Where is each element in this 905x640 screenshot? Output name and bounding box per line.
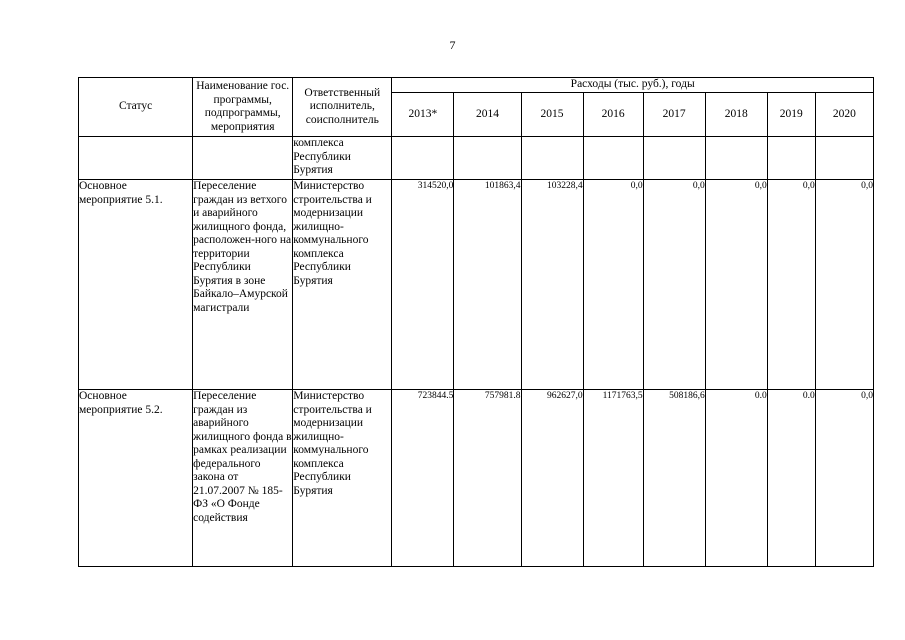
cell-value: 0,0 xyxy=(815,180,873,390)
cell-value: 101863,4 xyxy=(454,180,521,390)
table-row xyxy=(79,390,874,567)
header-year: 2017 xyxy=(643,93,705,137)
cell-value: 0,0 xyxy=(767,180,815,390)
cell-responsible: Министерство строительства и модернизации жилищно-коммунального комплекса Республики Бурятия xyxy=(293,180,392,390)
cell-responsible: комплекса Республики Бурятия xyxy=(293,137,392,180)
header-row-top xyxy=(79,78,874,93)
cell-responsible: Министерство строительства и модернизации жилищно-коммунального комплекса Республики Бурятия xyxy=(293,390,392,567)
header-year: 2013* xyxy=(392,93,454,137)
cell-value: 103228,4 xyxy=(521,180,583,390)
table-row xyxy=(79,180,874,390)
header-expenses: Расходы (тыс. руб.), годы xyxy=(392,78,874,93)
cell-value: 757981.8 xyxy=(454,390,521,567)
cell-empty xyxy=(705,137,767,180)
cell-empty xyxy=(815,137,873,180)
header-year: 2018 xyxy=(705,93,767,137)
header-year: 2016 xyxy=(583,93,643,137)
cell-status: Основное мероприятие 5.2. xyxy=(79,390,193,567)
header-status: Статус xyxy=(79,78,193,137)
continuation-row xyxy=(79,137,874,180)
cell-value: 962627,0 xyxy=(521,390,583,567)
header-responsible: Ответственный исполнитель, соисполнитель xyxy=(293,78,392,137)
header-name: Наименование гос. программы, подпрограммы, мероприятия xyxy=(193,78,293,137)
cell-value: 0,0 xyxy=(815,390,873,567)
cell-value: 0.0 xyxy=(705,390,767,567)
cell-status: Основное мероприятие 5.1. xyxy=(79,180,193,390)
cell-empty xyxy=(643,137,705,180)
header-year: 2015 xyxy=(521,93,583,137)
cell-name: Переселение граждан из аварийного жилищного фонда в рамках реализации федерального закона от 21.07.2007 № 185-ФЗ «О Фонде содействия xyxy=(193,390,293,567)
cell-value: 508186,6 xyxy=(643,390,705,567)
cell-empty xyxy=(767,137,815,180)
cell-name: Переселение граждан из ветхого и аварийного жилищного фонда, расположен-ного на территории Республики Бурятия в зоне Байкало–Амурской магистрали xyxy=(193,180,293,390)
cell-value: 0.0 xyxy=(767,390,815,567)
header-year: 2019 xyxy=(767,93,815,137)
cell-empty xyxy=(79,137,193,180)
header-year: 2014 xyxy=(454,93,521,137)
cell-value: 314520,0 xyxy=(392,180,454,390)
cell-empty xyxy=(521,137,583,180)
cell-empty xyxy=(454,137,521,180)
cell-value: 723844.5 xyxy=(392,390,454,567)
cell-value: 0,0 xyxy=(705,180,767,390)
cell-empty xyxy=(583,137,643,180)
cell-value: 0,0 xyxy=(583,180,643,390)
cell-empty xyxy=(193,137,293,180)
cell-empty xyxy=(392,137,454,180)
budget-table xyxy=(78,77,874,567)
cell-value: 0,0 xyxy=(643,180,705,390)
header-year: 2020 xyxy=(815,93,873,137)
cell-value: 1171763,5 xyxy=(583,390,643,567)
page-number: 7 xyxy=(449,38,456,52)
